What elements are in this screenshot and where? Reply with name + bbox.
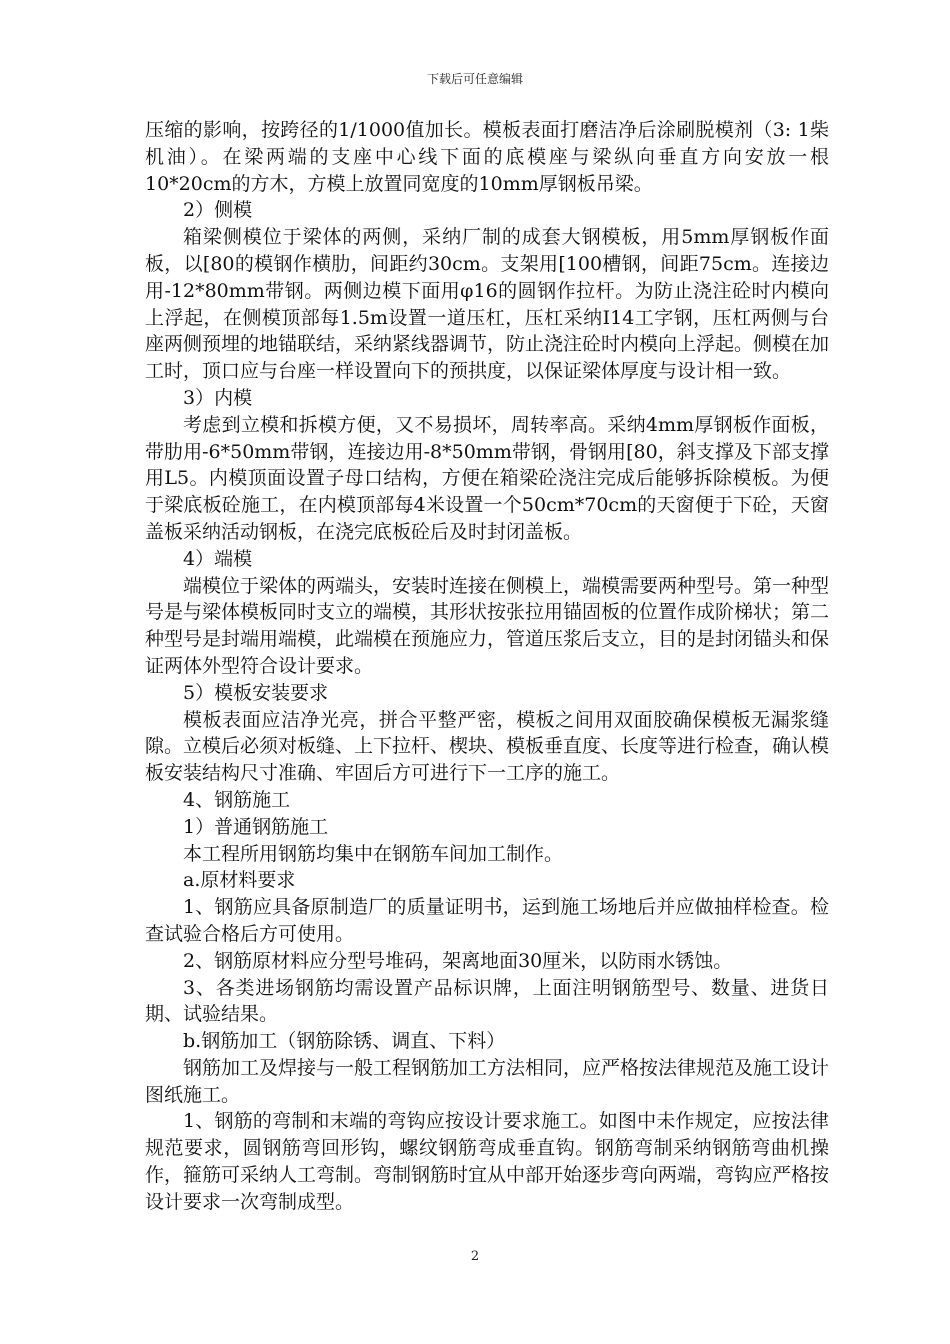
paragraph: 模板表面应洁净光亮，拼合平整严密，模板之间用双面胶确保模板无漏浆缝隙。立模后必须对板缝、上下拉杆、楔块、模板垂直度、长度等进行检查，确认模板安装结构尺寸准确、牢固后方可进行下一工序的施工。 bbox=[145, 708, 830, 785]
paragraph: 4、钢筋施工 bbox=[183, 788, 291, 811]
paragraph: 4）端模 bbox=[183, 547, 253, 570]
paragraph: 箱梁侧模位于梁体的两侧，采纳厂制的成套大钢模板，用5mm厚钢板作面板，以[80的模钢作横肋，间距约30cm。支架用[100槽钢，间距75cm。连接边用-12*80mm带钢。两侧边模下面用φ16的圆钢作拉杆。为防止浇注砼时内模向上浮起，在侧模顶部每1.5m设置一道压杠，压杠采纳I14工字钢，压杠两侧与台座两侧预埋的地锚联结，采纳紧线器调节，防止浇注砼时内模向上浮起。侧模在加工时，顶口应与台座一样设置向下的预拱度，以保证梁体厚度与设计相一致。 bbox=[145, 226, 830, 383]
document-body bbox=[145, 117, 829, 1216]
paragraph: 1、钢筋应具备原制造厂的质量证明书，运到施工场地后并应做抽样检查。检查试验合格后方可使用。 bbox=[145, 896, 829, 945]
paragraph: 1、钢筋的弯制和末端的弯钩应按设计要求施工。如图中未作规定，应按法律规范要求，圆钢筋弯回形钩，螺纹钢筋弯成垂直钩。钢筋弯制采纳钢筋弯曲机操作，箍筋可采纳人工弯制。弯制钢筋时宜从中部开始逐步弯向两端，弯钩应严格按设计要求一次弯制成型。 bbox=[145, 1110, 830, 1213]
paragraph: 3、各类进场钢筋均需设置产品标识牌，上面注明钢筋型号、数量、进货日期、试验结果。 bbox=[145, 976, 829, 1026]
paragraph: 3）内模 bbox=[183, 386, 253, 409]
paragraph: 2）侧模 bbox=[183, 199, 253, 222]
page-header: 下载后可任意编辑 bbox=[426, 72, 523, 86]
paragraph: 端模位于梁体的两端头，安装时连接在侧模上，端模需要两种型号。第一种型号是与梁体模板同时支立的端模，其形状按张拉用锚固板的位置作成阶梯状；第二种型号是封端用端模，此端模在预施应力，管道压浆后支立，目的是封闭锚头和保证两体外型符合设计要求。 bbox=[145, 574, 830, 677]
paragraph: 1）普通钢筋施工 bbox=[183, 815, 329, 838]
paragraph: 本工程所用钢筋均集中在钢筋车间加工制作。 bbox=[183, 842, 564, 865]
paragraph: 考虑到立模和拆模方便，又不易损坏，周转率高。采纳4mm厚钢板作面板，带肋用-6*50mm带钢，连接边用-8*50mm带钢，骨钢用[80，斜支撑及下部支撑用L5。内模顶面设置子母口结构，方便在箱梁砼浇注完成后能够拆除模板。为便于梁底板砼施工，在内模顶部每4米设置一个50cm*70cm的天窗便于下砼，天窗盖板采纳活动钢板，在浇完底板砼后及时封闭盖板。 bbox=[145, 413, 829, 543]
paragraph: 2、钢筋原材料应分型号堆码，架离地面30厘米，以防雨水锈蚀。 bbox=[183, 949, 733, 972]
paragraph: 5）模板安装要求 bbox=[183, 681, 329, 704]
page-number: 2 bbox=[470, 1249, 480, 1264]
paragraph: b.钢筋加工（钢筋除锈、调直、下料） bbox=[183, 1030, 506, 1053]
paragraph: 压缩的影响，按跨径的1/1000值加长。模板表面打磨洁净后涂刷脱模剂（3: 1柴机油）。在梁两端的支座中心线下面的底模座与梁纵向垂直方向安放一根10*20cm的方木，方模上放置同宽度的10mm厚钢板吊梁。 bbox=[145, 119, 829, 195]
paragraph: 钢筋加工及焊接与一般工程钢筋加工方法相同，应严格按法律规范及施工设计图纸施工。 bbox=[145, 1056, 830, 1106]
paragraph: a.原材料要求 bbox=[183, 869, 296, 892]
